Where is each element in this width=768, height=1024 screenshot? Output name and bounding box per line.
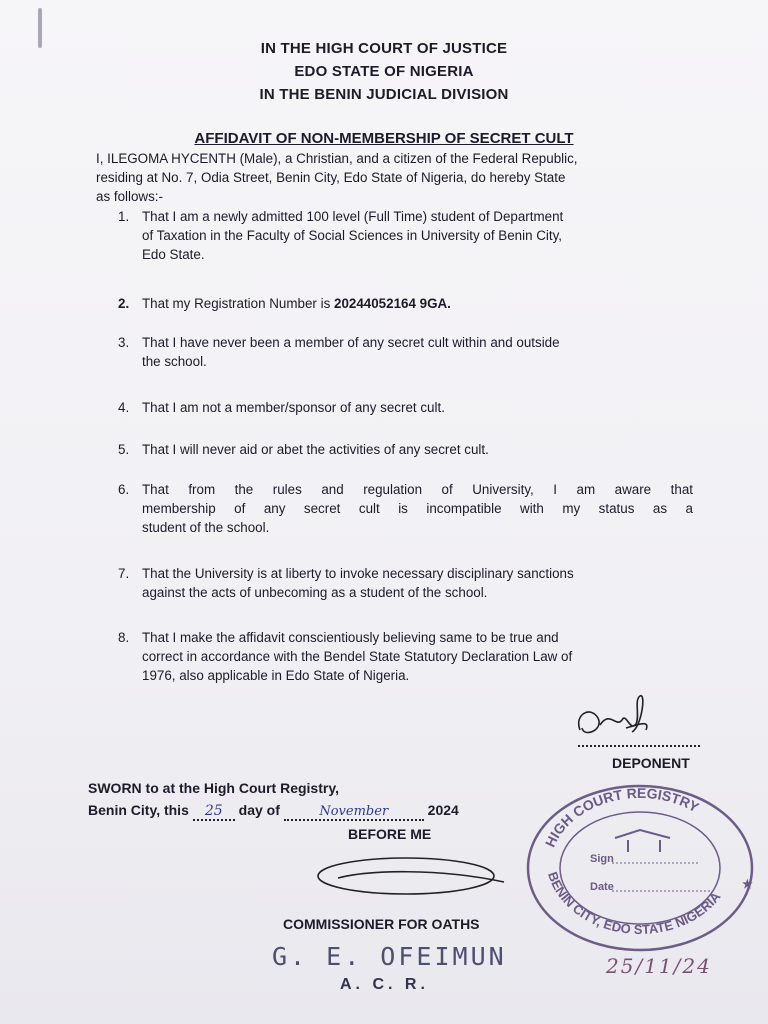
item-number: 4.	[118, 400, 130, 415]
division-name: IN THE BENIN JUDICIAL DIVISION	[259, 86, 509, 103]
sworn-year: 2024	[427, 802, 459, 818]
item-7	[118, 564, 708, 602]
before-me-label: BEFORE ME	[348, 826, 432, 842]
intro-line-2: residing at No. 7, Odia Street, Benin City, Edo State of Nigeria, do hereby State	[96, 170, 566, 185]
stamp-bottom-text: BENIN CITY, EDO STATE NIGERIA	[545, 869, 724, 938]
document-title: AFFIDAVIT OF NON-MEMBERSHIP OF SECRET CULT	[194, 130, 574, 147]
item-text: That I will never aid or abet the activities of any secret cult.	[142, 442, 489, 457]
deponent-signature-line	[578, 745, 700, 747]
item-number: 5.	[118, 442, 130, 457]
sworn-benin-city: Benin City, this	[88, 802, 193, 818]
stamp-sign-label: Sign	[590, 853, 614, 865]
item-number: 7.	[118, 566, 130, 581]
scales-emblem	[615, 830, 670, 852]
item-text: Edo State.	[142, 247, 205, 262]
item-2	[118, 294, 708, 313]
item-text: correct in accordance with the Bendel State Statutory Declaration Law of	[142, 649, 573, 664]
item-3	[118, 333, 708, 371]
item-text: That I am not a member/sponsor of any secret cult.	[142, 400, 445, 415]
sworn-month: November	[284, 804, 424, 821]
item-text: That I am a newly admitted 100 level (Full Time) student of Department	[142, 209, 564, 224]
item-text: the school.	[142, 354, 207, 369]
state-name: EDO STATE OF NIGERIA	[294, 63, 474, 80]
commissioner-label: COMMISSIONER FOR OATHS	[283, 916, 480, 932]
item-text: That I make the affidavit conscientiously believing same to be true and	[142, 630, 559, 645]
item-text: 1976, also applicable in Edo State of Nigeria.	[142, 668, 410, 683]
deponent-signature	[570, 690, 700, 750]
item-number: 8.	[118, 630, 130, 645]
item-5	[118, 440, 708, 459]
item-text: against the acts of unbecoming as a student of the school.	[142, 585, 488, 600]
item-number: 6.	[118, 482, 130, 497]
item-8	[118, 628, 708, 685]
item-text: student of the school.	[142, 520, 270, 535]
item-number: 3.	[118, 335, 130, 350]
item-1	[118, 207, 708, 264]
item-text: That my Registration Number is	[142, 296, 334, 311]
stamp-date-label: Date	[590, 881, 614, 893]
star-icon: ★	[742, 877, 753, 891]
handwritten-date: 25/11/24	[606, 954, 712, 978]
item-text: That I have never been a member of any secret cult within and outside	[142, 335, 560, 350]
intro-line-1: I, ILEGOMA HYCENTH (Male), a Christian, and a citizen of the Federal Republic,	[96, 151, 578, 166]
item-number: 1.	[118, 209, 130, 224]
item-6	[118, 480, 693, 537]
sworn-line-1: SWORN to at the High Court Registry,	[88, 780, 339, 796]
intro-line-3: as follows:-	[96, 189, 163, 204]
commissioner-name: G. E. OFEIMUN	[272, 942, 507, 971]
item-text: That the University is at liberty to invoke necessary disciplinary sanctions	[142, 566, 574, 581]
item-text: of Taxation in the Faculty of Social Sciences in University of Benin City,	[142, 228, 563, 243]
court-name: IN THE HIGH COURT OF JUSTICE	[260, 40, 508, 57]
sworn-day-of: day of	[234, 802, 284, 818]
item-number: 2.	[118, 296, 130, 311]
item-text: That from the rules and regulation of University, I am aware that	[142, 482, 693, 497]
commissioner-acr: A. C. R.	[340, 976, 429, 993]
court-registry-stamp	[520, 778, 760, 958]
stamp-top-text: HIGH COURT REGISTRY	[541, 784, 702, 850]
item-4	[118, 398, 708, 417]
deponent-label: DEPONENT	[612, 755, 690, 771]
sworn-line-2	[88, 802, 459, 821]
item-text: membership of any secret cult is incompatible with my status as a	[142, 501, 693, 516]
registration-number: 20244052164 9GA.	[334, 296, 451, 311]
intro-paragraph	[96, 149, 696, 206]
sworn-day: 25	[193, 803, 235, 821]
commissioner-signature	[308, 848, 518, 904]
